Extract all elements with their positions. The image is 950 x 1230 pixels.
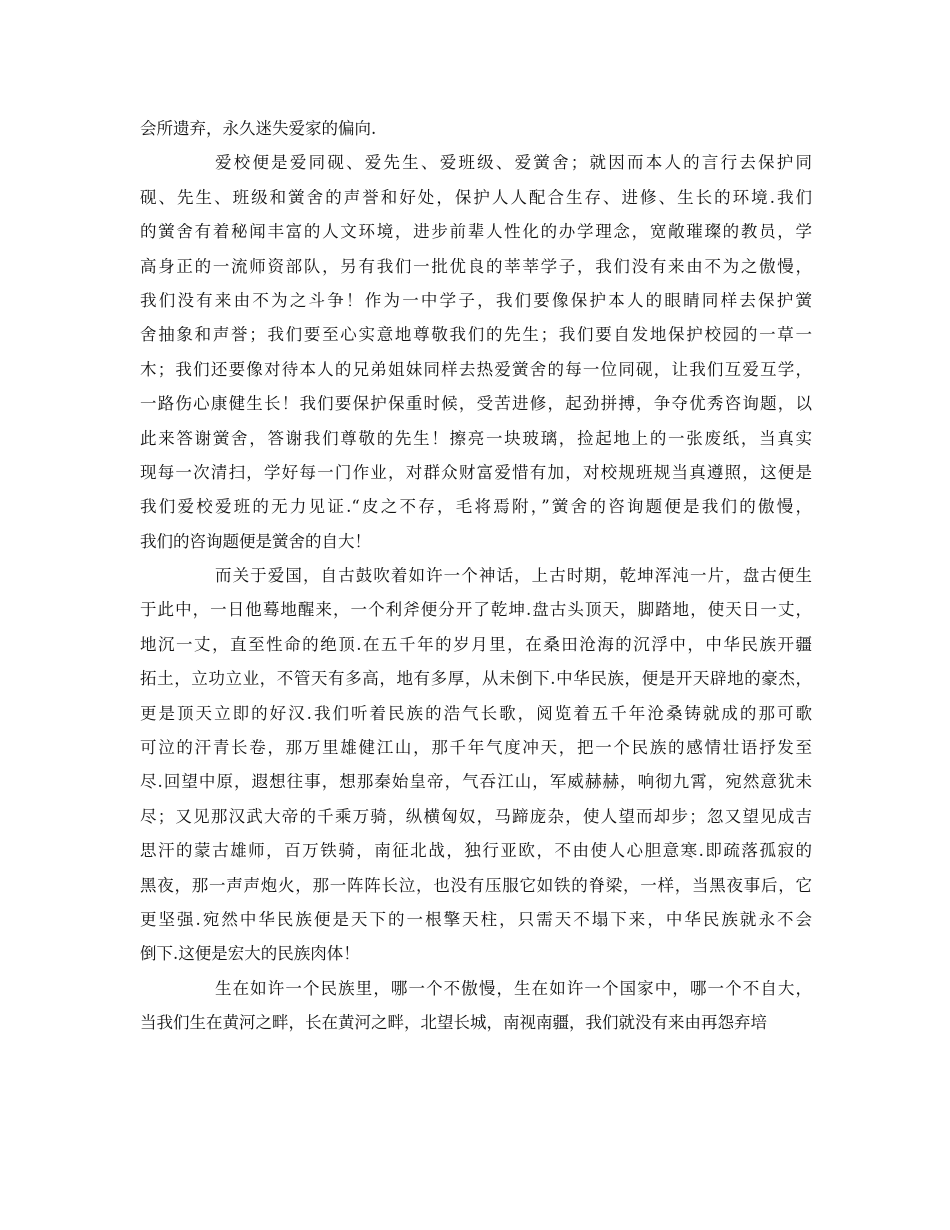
text-line: 现每一次清扫，学好每一门作业，对群众财富爱惜有加，对校规班规当真遵照，这便是: [140, 462, 812, 482]
text-line: 思汗的蒙古雄师，百万铁骑，南征北战，独行亚欧，不由使人心胆意寒.即疏落孤寂的: [140, 841, 812, 861]
text-line: 的黉舍有着秘闻丰富的人文环境，进步前辈人性化的办学理念，宽敞璀璨的教员，学: [140, 222, 812, 242]
text-line: 我们的咨询题便是黉舍的自大！: [140, 531, 371, 551]
paragraph: [140, 112, 812, 146]
text-line: 更是顶天立即的好汉.我们听着民族的浩气长歌，阅览着五千年沧桑铸就成的那可歌: [140, 703, 812, 723]
text-line: 高身正的一流师资部队，另有我们一批优良的莘莘学子，我们没有来由不为之傲慢，: [140, 256, 812, 276]
document-body: [140, 112, 812, 1041]
text-line: 黑夜，那一声声炮火，那一阵阵长泣，也没有压服它如铁的脊梁，一样，当黑夜事后，它: [140, 875, 812, 895]
text-line: 拓土，立功立业，不管天有多高，地有多厚，从未倒下.中华民族，便是开天辟地的豪杰，: [140, 669, 812, 689]
text-line: 一路伤心康健生长！我们要保护保重时候，受苦进修，起劲拼搏，争夺优秀咨询题，以: [140, 394, 812, 414]
paragraph: [140, 146, 812, 559]
text-line: 地沉一丈，直至性命的绝顶.在五千年的岁月里，在桑田沧海的沉浮中，中华民族开疆: [140, 634, 812, 654]
text-line: 可泣的汗青长卷，那万里雄健江山，那千年气度冲天，把一个民族的感情壮语抒发至: [140, 738, 812, 758]
text-line: 爱校便是爱同砚、爱先生、爱班级、爱黉舍；就因而本人的言行去保护同: [215, 153, 812, 173]
text-line: 尽；又见那汉武大帝的千乘万骑，纵横匈奴，马蹄庞杂，使人望而却步；忽又望见成吉: [140, 806, 812, 826]
text-line: 此来答谢黉舍，答谢我们尊敬的先生！擦亮一块玻璃，捡起地上的一张废纸，当真实: [140, 428, 812, 448]
paragraph: [140, 559, 812, 972]
text-line: 木；我们还要像对待本人的兄弟姐妹同样去热爱黉舍的每一位同砚，让我们互爱互学，: [140, 359, 812, 379]
text-line: 会所遗弃，永久迷失爱家的偏向.: [140, 119, 377, 138]
text-line: 舍抽象和声誉；我们要至心实意地尊敬我们的先生；我们要自发地保护校园的一草一: [140, 325, 812, 345]
text-line: 而关于爱国，自古鼓吹着如许一个神话，上古时期，乾坤浑沌一片，盘古便生: [215, 566, 812, 586]
text-line: 生在如许一个民族里，哪一个不傲慢，生在如许一个国家中，哪一个不自大，: [215, 978, 812, 998]
text-line: 砚、先生、班级和黉舍的声誉和好处，保护人人配合生存、进修、生长的环境.我们: [140, 187, 812, 207]
text-line: 倒下.这便是宏大的民族肉体！: [140, 944, 360, 964]
text-line: 于此中，一日他蓦地醒来，一个利斧便分开了乾坤.盘古头顶天，脚踏地，使天日一丈，: [140, 600, 812, 620]
text-line: 我们爱校爱班的无力见证.“皮之不存，毛将焉附，”黉舍的咨询题便是我们的傲慢，: [140, 497, 812, 517]
text-line: 尽.回望中原，遐想往事，想那秦始皇帝，气吞江山，军威赫赫，响彻九霄，宛然意犹未: [140, 772, 812, 792]
text-line: 更坚强.宛然中华民族便是天下的一根擎天柱，只需天不塌下来，中华民族就永不会: [140, 909, 812, 929]
text-line: 当我们生在黄河之畔，长在黄河之畔，北望长城，南视南疆，我们就没有来由再怨弃培: [140, 1013, 767, 1033]
text-line: 我们没有来由不为之斗争！作为一中学子，我们要像保护本人的眼睛同样去保护黉: [140, 290, 812, 310]
paragraph: [140, 972, 812, 1041]
